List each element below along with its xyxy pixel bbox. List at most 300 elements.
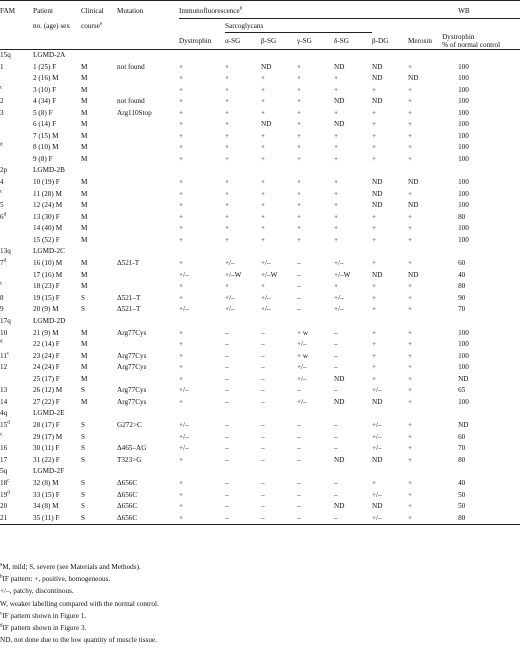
- cell-wb: 50: [458, 502, 466, 510]
- table-row: [0, 73, 520, 85]
- cell-gamma-sg: –: [297, 293, 301, 302]
- cell-dystrophin: +: [179, 189, 184, 198]
- table-row: [0, 432, 520, 444]
- cell-delta-sg: +: [334, 143, 339, 151]
- cell-clinical: M: [81, 328, 88, 337]
- cell-dystrophin: +: [179, 340, 184, 348]
- cell-beta-sg: +: [261, 201, 266, 209]
- cell-patient: 16 (10) M: [33, 259, 63, 267]
- cell-wb: 40: [458, 479, 466, 487]
- cell-patient: 19 (15) F: [33, 293, 60, 302]
- cell-beta-dg: +: [372, 293, 377, 302]
- cell-merosin: +: [408, 131, 413, 140]
- table-row: [0, 270, 520, 282]
- cell-wb: 65: [458, 386, 466, 394]
- cell-beta-sg: ND: [261, 62, 272, 71]
- cell-mutation: [117, 154, 179, 166]
- cell-clinical: S: [81, 432, 85, 441]
- cell-beta-dg: +/–: [372, 386, 382, 394]
- cell-patient: 28 (17) F: [33, 421, 60, 429]
- cell-alpha-sg: +: [225, 97, 230, 105]
- cell-beta-sg: –: [261, 490, 265, 499]
- group-header-row: [0, 165, 520, 177]
- cell-alpha-sg: –: [225, 479, 229, 487]
- cell-gamma-sg: –: [297, 386, 301, 394]
- cell-fam: 13: [0, 386, 8, 394]
- cell-patient: 2 (16) M: [33, 74, 59, 82]
- gene-label: LGMD-2C: [33, 247, 65, 256]
- cell-patient: 13 (30) F: [33, 212, 60, 221]
- cell-alpha-sg: +: [225, 235, 230, 244]
- cell-mutation: Δ656C: [117, 479, 138, 487]
- cell-patient: 10 (19) F: [33, 178, 60, 186]
- cell-patient: 31 (22) F: [33, 455, 60, 464]
- table-row: [0, 455, 520, 467]
- cell-patient: 25 (17) F: [33, 374, 60, 383]
- cell-alpha-sg: +/–: [225, 293, 235, 302]
- cell-dystrophin: +: [179, 97, 184, 105]
- cell-gamma-sg: –: [297, 455, 301, 464]
- table-row: [0, 385, 520, 397]
- col-patient: Patient: [33, 1, 81, 19]
- cell-beta-sg: +: [261, 282, 266, 290]
- cell-clinical: M: [81, 259, 88, 267]
- table-row: [0, 443, 520, 455]
- cell-beta-sg: –: [261, 455, 265, 464]
- cell-dystrophin: +/–: [179, 432, 189, 441]
- cell-dystrophin: +: [179, 154, 184, 163]
- cell-clinical: S: [81, 455, 85, 464]
- cell-fam: 18$^c$: [0, 478, 10, 487]
- cell-merosin: +: [408, 444, 413, 452]
- cell-mutation: [117, 119, 179, 131]
- cell-patient: 22 (14) F: [33, 340, 60, 348]
- cell-alpha-sg: –: [225, 340, 229, 348]
- cell-merosin: +: [408, 108, 413, 117]
- cell-delta-sg: –: [334, 490, 338, 499]
- cell-delta-sg: ND: [334, 397, 345, 406]
- cell-delta-sg: –: [334, 444, 338, 452]
- table-row: [0, 177, 520, 189]
- cell-wb: 100: [458, 120, 469, 128]
- cell-clinical: S: [81, 490, 85, 499]
- cell-alpha-sg: +: [225, 224, 230, 232]
- cell-dystrophin: +: [179, 363, 184, 371]
- cell-delta-sg: +/–: [334, 305, 344, 313]
- cell-alpha-sg: +: [225, 131, 230, 140]
- cell-fam: 14: [0, 397, 8, 406]
- table-row: [0, 142, 520, 154]
- cell-alpha-sg: +: [225, 201, 230, 209]
- cell-merosin: +: [408, 374, 413, 383]
- cell-delta-sg: +: [334, 108, 339, 117]
- gene-label: LGMD-2A: [33, 50, 66, 59]
- cell-wb: 100: [458, 328, 469, 337]
- table-row: [0, 119, 520, 131]
- cell-gamma-sg: –: [297, 432, 301, 441]
- cell-beta-sg: +: [261, 143, 266, 151]
- cell-delta-sg: ND: [334, 502, 345, 510]
- cell-beta-sg: +: [261, 154, 266, 163]
- cell-beta-sg: –: [261, 479, 265, 487]
- cell-delta-sg: ND: [334, 97, 345, 105]
- cell-mutation: Δ521-T: [117, 259, 140, 267]
- cell-beta-dg: +: [372, 85, 377, 94]
- cell-gamma-sg: +: [297, 235, 302, 244]
- cell-patient: 12 (24) M: [33, 201, 63, 209]
- cell-patient: 24 (24) F: [33, 363, 60, 371]
- cell-alpha-sg: +: [225, 62, 230, 71]
- cell-beta-dg: +/–: [372, 513, 408, 525]
- cell-beta-sg: –: [261, 444, 265, 452]
- locus-label: 5q: [0, 467, 8, 476]
- cell-fam: d: [0, 142, 3, 148]
- cell-merosin: +: [408, 305, 413, 313]
- cell-gamma-sg: –: [297, 305, 301, 313]
- cell-clinical: M: [81, 131, 88, 140]
- group-header-row: [0, 316, 520, 328]
- cell-clinical: M: [81, 120, 88, 128]
- cell-clinical: S: [81, 502, 85, 510]
- cell-wb: 40: [458, 270, 466, 279]
- cell-fam: 9: [0, 305, 4, 313]
- cell-mutation: [117, 212, 179, 224]
- cell-merosin: +: [408, 386, 413, 394]
- cell-gamma-sg: +: [297, 108, 302, 117]
- table-row: [0, 96, 520, 108]
- table-row: [0, 154, 520, 166]
- cell-merosin: ND: [408, 178, 419, 186]
- table-row: [0, 293, 520, 305]
- cell-delta-sg: –: [334, 363, 338, 371]
- cell-beta-dg: ND: [372, 455, 383, 464]
- cell-gamma-sg: +: [297, 154, 302, 163]
- cell-clinical: M: [81, 154, 88, 163]
- cell-alpha-sg: +/–: [225, 259, 235, 267]
- cell-beta-dg: +: [372, 143, 377, 151]
- cell-wb: 90: [458, 293, 466, 302]
- cell-merosin: ND: [408, 74, 419, 82]
- locus-label: 17q: [0, 316, 11, 325]
- cell-delta-sg: +: [334, 85, 339, 94]
- cell-mutation: [117, 85, 179, 97]
- col-beta-sg: β-SG: [261, 33, 297, 50]
- cell-wb: 80: [458, 455, 466, 464]
- cell-beta-dg: +: [372, 351, 377, 360]
- table-row: [0, 85, 520, 97]
- cell-mutation: [117, 200, 179, 212]
- table-row: [0, 235, 520, 247]
- cell-beta-dg: ND: [372, 502, 383, 510]
- locus-label: 4q: [0, 409, 8, 418]
- cell-beta-sg: –: [261, 351, 265, 360]
- cell-beta-dg: +: [372, 363, 377, 371]
- cell-fam: [0, 374, 33, 386]
- cell-dystrophin: +: [179, 120, 184, 128]
- cell-mutation: Arg110Stop: [117, 108, 152, 117]
- cell-fam: [0, 119, 33, 131]
- cell-beta-sg: –: [261, 421, 265, 429]
- cell-dystrophin: +: [179, 502, 184, 510]
- cell-gamma-sg: –: [297, 479, 301, 487]
- cell-mutation: Δ656C: [117, 502, 138, 510]
- cell-beta-dg: +/–: [372, 490, 382, 499]
- cell-beta-sg: +: [261, 108, 266, 117]
- group-header-row: [0, 49, 520, 62]
- cell-alpha-sg: +: [225, 143, 230, 151]
- cell-beta-dg: ND: [372, 270, 383, 279]
- cell-gamma-sg: +: [297, 178, 302, 186]
- cell-clinical: M: [81, 282, 88, 290]
- cell-beta-dg: +: [372, 374, 377, 383]
- cell-delta-sg: +: [334, 212, 339, 221]
- cell-patient: 33 (15) F: [33, 490, 60, 499]
- cell-wb: 100: [458, 201, 469, 209]
- cell-beta-sg: ND: [261, 120, 272, 128]
- cell-delta-sg: +/–: [334, 259, 344, 267]
- cell-beta-sg: –: [261, 340, 265, 348]
- table-row: [0, 339, 520, 351]
- locus-label: 13q: [0, 247, 11, 256]
- table-row: [0, 362, 520, 374]
- cell-alpha-sg: +: [225, 189, 230, 198]
- cell-patient: 5 (8) F: [33, 108, 53, 117]
- cell-beta-dg: +/–: [372, 432, 382, 441]
- table-header: [0, 1, 520, 50]
- cell-delta-sg: +: [334, 282, 339, 290]
- cell-dystrophin: +: [179, 224, 184, 232]
- cell-merosin: +: [408, 502, 413, 510]
- cell-dystrophin: +/–: [179, 421, 189, 429]
- cell-wb: 60: [458, 432, 466, 441]
- table-row: [0, 351, 520, 363]
- cell-alpha-sg: –: [225, 397, 229, 406]
- cell-gamma-sg: –: [297, 421, 301, 429]
- cell-clinical: M: [81, 108, 88, 117]
- cell-wb: 100: [458, 62, 469, 71]
- cell-beta-sg: –: [261, 397, 265, 406]
- cell-delta-sg: –: [334, 421, 338, 429]
- cell-delta-sg: ND: [334, 374, 345, 383]
- cell-dystrophin: +: [179, 235, 184, 244]
- table-row: [0, 131, 520, 143]
- cell-clinical: M: [81, 62, 88, 71]
- cell-wb: 100: [458, 97, 469, 105]
- cell-wb: 100: [458, 178, 469, 186]
- cell-patient: 29 (17) M: [33, 432, 63, 441]
- cell-alpha-sg: –: [225, 444, 229, 452]
- cell-delta-sg: –: [334, 479, 338, 487]
- table-row: [0, 258, 520, 270]
- cell-clinical: M: [81, 201, 88, 209]
- gene-label: LGMD-2F: [33, 467, 65, 476]
- cell-dystrophin: +: [179, 74, 184, 82]
- cell-wb: 100: [458, 143, 469, 151]
- cell-mutation: G272>C: [117, 421, 142, 429]
- table-row: [0, 189, 520, 201]
- cell-beta-dg: +/–: [372, 421, 382, 429]
- col-wb: WB: [442, 1, 520, 19]
- cell-beta-dg: +: [372, 224, 377, 232]
- cell-dystrophin: +: [179, 178, 184, 186]
- cell-beta-sg: +: [261, 189, 266, 198]
- cell-merosin: +: [408, 340, 413, 348]
- cell-gamma-sg: +: [297, 62, 302, 71]
- cell-mutation: T323>G: [117, 455, 142, 464]
- cell-beta-sg: +: [261, 74, 266, 82]
- cell-delta-sg: +: [334, 189, 339, 198]
- cell-clinical: S: [81, 444, 85, 452]
- col-alpha-sg: α-SG: [225, 33, 261, 50]
- cell-gamma-sg: +/–: [297, 340, 307, 348]
- cell-mutation: Arg77Cys: [117, 363, 147, 371]
- cell-wb: 80: [458, 212, 466, 221]
- cell-dystrophin: +: [179, 513, 225, 525]
- cell-clinical: M: [81, 189, 88, 198]
- cell-fam: [0, 73, 33, 85]
- cell-dystrophin: +: [179, 143, 184, 151]
- cell-dystrophin: +/–: [179, 305, 189, 313]
- footnote: $^a$M, mild; S, severe (see Materials and Methods).: [0, 562, 141, 571]
- cell-fam: 12: [0, 363, 8, 371]
- cell-merosin: +: [408, 432, 413, 441]
- col-fam: FAM: [0, 1, 33, 19]
- cell-delta-sg: ND: [334, 62, 345, 71]
- cell-mutation: not found: [117, 97, 145, 105]
- cell-wb: ND: [458, 374, 469, 383]
- cell-wb: 100: [458, 235, 469, 244]
- cell-dystrophin: +: [179, 108, 184, 117]
- cell-wb: 100: [458, 154, 469, 163]
- cell-mutation: [117, 73, 179, 85]
- cell-merosin: +: [408, 143, 413, 151]
- cell-wb: 100: [458, 131, 469, 140]
- cell-gamma-sg: +/–: [297, 363, 307, 371]
- cell-fam: 2: [0, 97, 4, 105]
- cell-beta-dg: +: [372, 282, 377, 290]
- cell-merosin: ND: [408, 201, 419, 209]
- cell-clinical: M: [81, 224, 88, 232]
- cell-delta-sg: +/–W: [334, 270, 351, 279]
- cell-fam: 6$^d$: [0, 212, 7, 221]
- cell-wb: 70: [458, 444, 466, 452]
- cell-delta-sg: +/–: [334, 293, 344, 302]
- cell-beta-sg: +: [261, 178, 266, 186]
- cell-patient: 17 (16) M: [33, 270, 63, 279]
- cell-delta-sg: –: [334, 513, 372, 525]
- cell-alpha-sg: +: [225, 282, 230, 290]
- cell-beta-dg: ND: [372, 62, 383, 71]
- footnote: ND, not done due to the low quantity of muscle tissue.: [0, 636, 157, 645]
- cell-gamma-sg: + w: [297, 328, 309, 337]
- cell-beta-dg: +: [372, 340, 377, 348]
- cell-merosin: +: [408, 282, 413, 290]
- cell-dystrophin: +: [179, 351, 184, 360]
- cell-mutation: Δ656C: [117, 490, 138, 499]
- group-header-row: [0, 246, 520, 258]
- cell-fam: c: [0, 432, 3, 438]
- cell-beta-sg: +: [261, 224, 266, 232]
- cell-patient: 11 (28) M: [33, 189, 62, 198]
- col-delta-sg: δ-SG: [334, 33, 372, 50]
- cell-alpha-sg: +: [225, 120, 230, 128]
- cell-merosin: +: [408, 97, 413, 105]
- cell-beta-dg: +: [372, 154, 377, 163]
- cell-fam: 17: [0, 455, 8, 464]
- cell-dystrophin: +: [179, 479, 184, 487]
- col-merosin: Merosin: [408, 33, 442, 50]
- cell-delta-sg: +: [334, 178, 339, 186]
- cell-gamma-sg: –: [297, 282, 301, 290]
- cell-patient: 20 (9) M: [33, 305, 59, 313]
- cell-beta-sg: +/–: [261, 293, 271, 302]
- cell-gamma-sg: + w: [297, 351, 309, 360]
- cell-merosin: +: [408, 189, 413, 198]
- table-row: [0, 397, 520, 409]
- cell-gamma-sg: –: [297, 259, 301, 267]
- cell-merosin: +: [408, 85, 413, 94]
- cell-alpha-sg: –: [225, 502, 229, 510]
- cell-fam: 19$^d$: [0, 490, 10, 499]
- cell-mutation: [117, 223, 179, 235]
- cell-merosin: +: [408, 455, 413, 464]
- cell-wb: 80: [458, 282, 466, 290]
- cell-alpha-sg: +: [225, 74, 230, 82]
- table-row: [0, 200, 520, 212]
- cell-clinical: M: [81, 340, 88, 348]
- cell-alpha-sg: +: [225, 178, 230, 186]
- cell-dystrophin: +: [179, 490, 184, 499]
- col-beta-dg: β-DG: [372, 33, 408, 50]
- cell-clinical: M: [81, 74, 88, 82]
- locus-label: 15q: [0, 50, 11, 59]
- cell-mutation: [117, 189, 179, 201]
- cell-gamma-sg: +/–: [297, 374, 307, 383]
- cell-clinical: M: [81, 397, 88, 406]
- cell-delta-sg: –: [334, 386, 338, 394]
- cell-beta-dg: +: [372, 479, 377, 487]
- table-row: [0, 490, 520, 502]
- cell-merosin: +: [408, 351, 413, 360]
- cell-beta-sg: +/–: [261, 305, 271, 313]
- table-row: [0, 108, 520, 120]
- cell-beta-sg: +: [261, 235, 266, 244]
- cell-wb: 100: [458, 189, 469, 198]
- cell-clinical: M: [81, 85, 88, 94]
- table-row: [0, 62, 520, 74]
- table-row: [0, 478, 520, 490]
- cell-wb: 100: [458, 224, 469, 232]
- cell-delta-sg: –: [334, 432, 338, 441]
- cell-gamma-sg: +: [297, 189, 302, 198]
- cell-merosin: +: [408, 154, 413, 163]
- cell-merosin: +: [408, 421, 413, 429]
- cell-delta-sg: +: [334, 235, 339, 244]
- cell-alpha-sg: +: [225, 85, 230, 94]
- cell-patient: 27 (22) F: [33, 397, 60, 406]
- cell-delta-sg: –: [334, 351, 338, 360]
- cell-dystrophin: +: [179, 328, 184, 337]
- col-mutation: Mutation: [117, 1, 179, 19]
- footnote: $^c$IF pattern shown in Figure 1.: [0, 611, 87, 620]
- cell-gamma-sg: +: [297, 131, 302, 140]
- cell-wb: 100: [458, 108, 469, 117]
- cell-dystrophin: +: [179, 201, 184, 209]
- table-row: [0, 304, 520, 316]
- cell-beta-sg: –: [261, 513, 297, 525]
- group-header-row: [0, 466, 520, 478]
- cell-mutation: [117, 142, 179, 154]
